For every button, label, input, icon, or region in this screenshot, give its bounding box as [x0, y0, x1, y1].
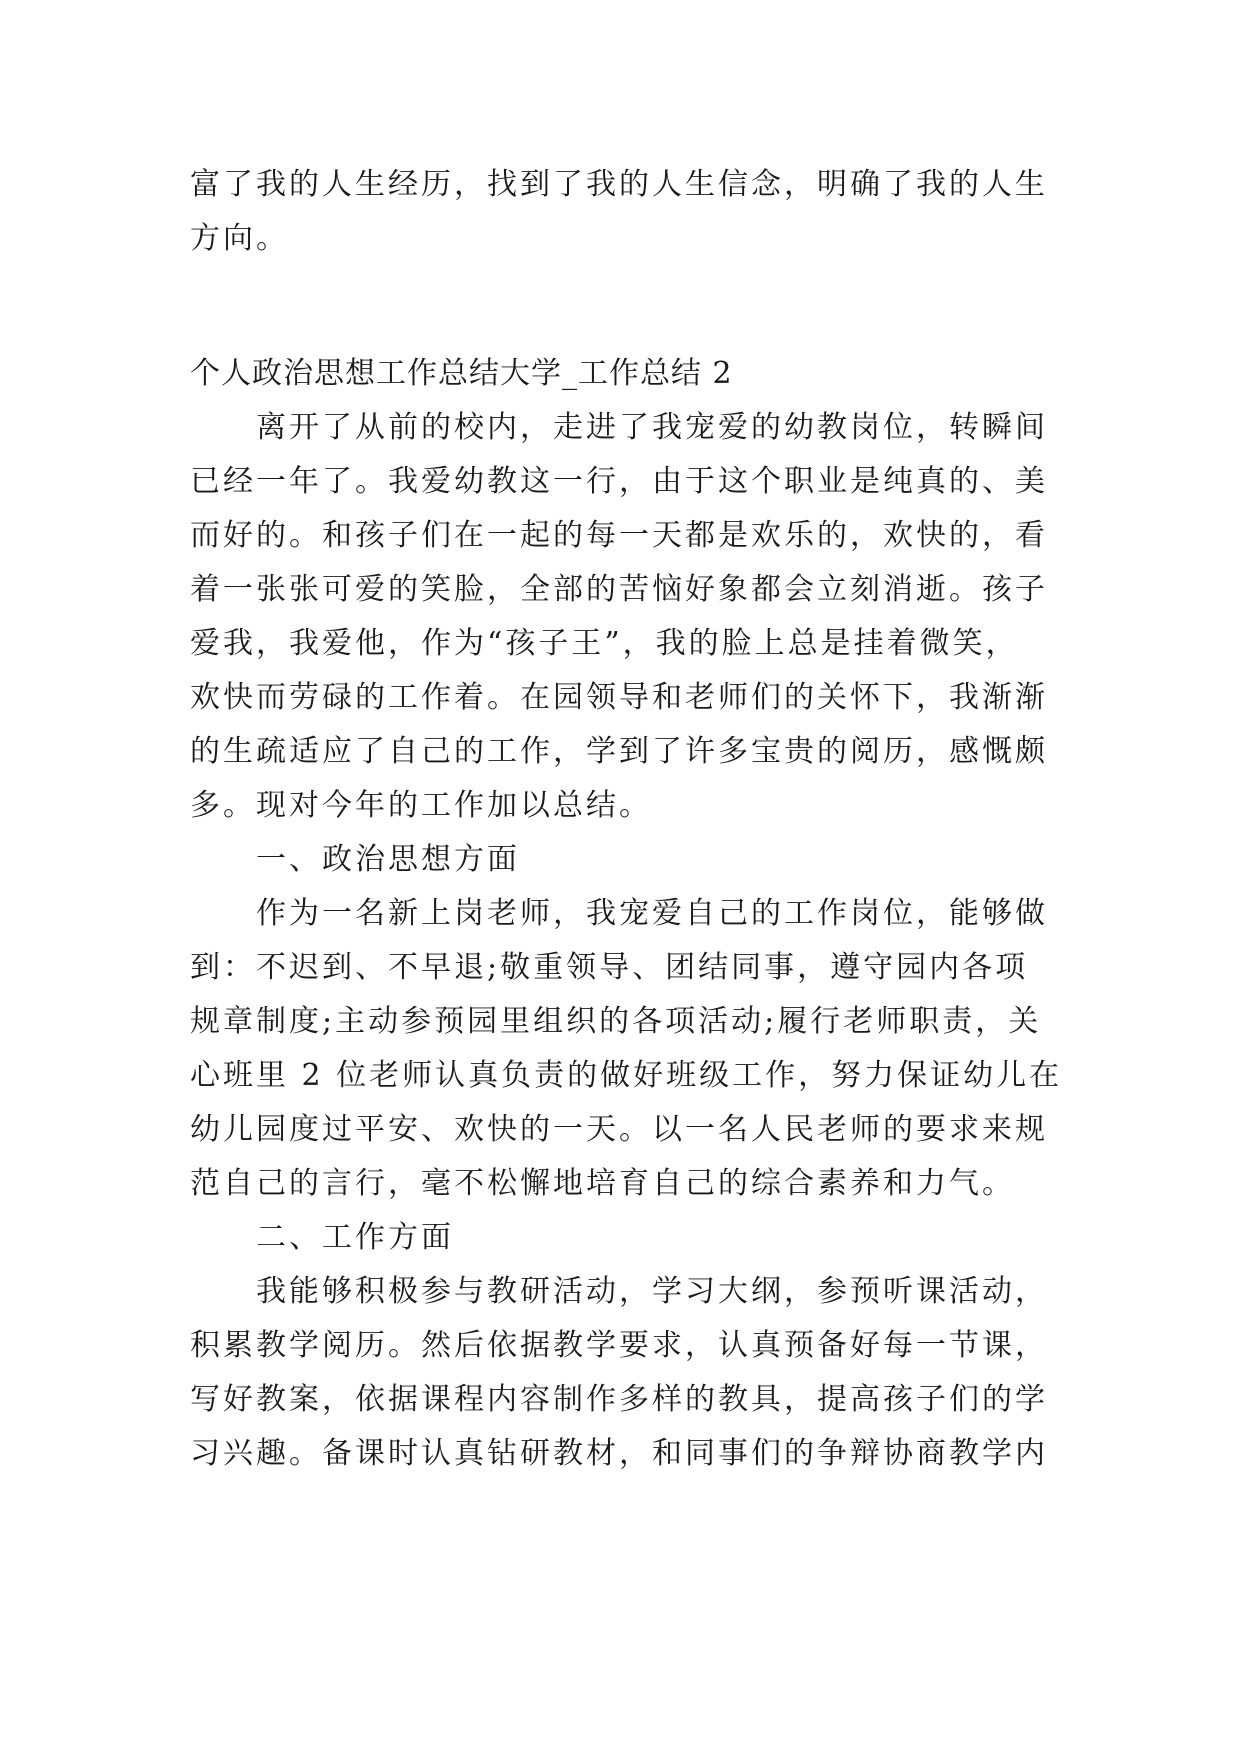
text-line: 着一张张可爱的笑脸，全部的苦恼好象都会立刻消逝。孩子 [190, 572, 1048, 607]
text-line: 范自己的言行，毫不松懈地培育自己的综合素养和力气。 [190, 1166, 1015, 1201]
text-line: 习兴趣。备课时认真钻研教材，和同事们的争辩协商教学内 [190, 1436, 1048, 1471]
text-line: 积累教学阅历。然后依据教学要求，认真预备好每一节课， [190, 1328, 1048, 1363]
section-heading: 一、政治思想方面 [256, 842, 520, 877]
text-line: 到：不迟到、不早退;敬重领导、团结同事，遵守园内各项 [190, 950, 1029, 985]
text-line: 多。现对今年的工作加以总结。 [190, 788, 652, 823]
text-line: 欢快而劳碌的工作着。在园领导和老师们的关怀下，我渐渐 [190, 680, 1048, 715]
section-heading: 二、工作方面 [256, 1220, 454, 1255]
document-page [190, 158, 1063, 1481]
text-line: 的生疏适应了自己的工作，学到了许多宝贵的阅历，感慨颇 [190, 734, 1048, 769]
text-line: 已经一年了。我爱幼教这一行，由于这个职业是纯真的、美 [190, 464, 1048, 499]
text-line: 幼儿园度过平安、欢快的一天。以一名人民老师的要求来规 [190, 1112, 1048, 1147]
text-line: 方向。 [190, 221, 289, 256]
text-line: 写好教案，依据课程内容制作多样的教具，提高孩子们的学 [190, 1382, 1048, 1417]
text-line: 爱我，我爱他，作为“孩子王”，我的脸上总是挂着微笑， [190, 626, 1019, 661]
text-line: 规章制度;主动参预园里组织的各项活动;履行老师职责，关 [190, 1004, 1042, 1039]
paragraph-first-line: 离开了从前的校内，走进了我宠爱的幼教岗位，转瞬间 [256, 410, 1048, 445]
paragraph-first-line: 我能够积极参与教研活动，学习大纲，参预听课活动， [256, 1274, 1048, 1309]
text-line: 富了我的人生经历，找到了我的人生信念，明确了我的人生 [190, 167, 1048, 202]
text-line: 而好的。和孩子们在一起的每一天都是欢乐的，欢快的，看 [190, 518, 1048, 553]
section-title: 个人政治思想工作总结大学_工作总结 2 [190, 356, 733, 391]
text-line: 心班里 2 位老师认真负责的做好班级工作，努力保证幼儿在 [190, 1058, 1063, 1093]
paragraph-first-line: 作为一名新上岗老师，我宠爱自己的工作岗位，能够做 [256, 896, 1048, 931]
